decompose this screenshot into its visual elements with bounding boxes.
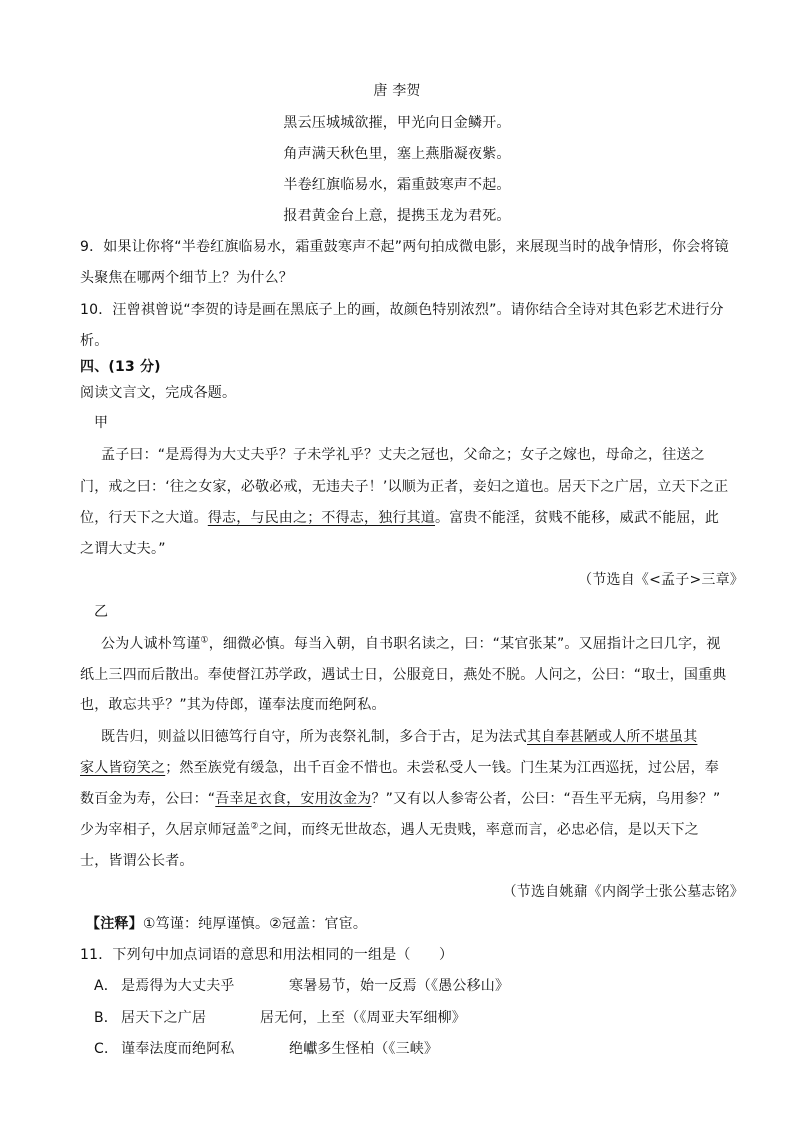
option-b-letter: B． [94, 1010, 119, 1026]
poem-line-4: 报君黄金台上意，提携玉龙为君死。 [283, 208, 511, 224]
passage-yi-line-4 [101, 727, 697, 747]
passage-yi-line-7-post: 之间，而终无世故态，遇人无贵贱，率意而言，必忠必信，是以天下之 [258, 822, 699, 838]
option-a-left: 是焉得为大丈夫乎 [121, 978, 235, 994]
passage-yi-line-4-pre: 既告归，则益以旧德笃行自守，所为丧祭礼制，多合于古，足为法式 [101, 729, 527, 745]
question-9-line-1: 9．如果让你将“半卷红旗临易水，霜重鼓寒声不起”两句拍成微电影，来展现当时的战争情形，你会将镜 [80, 239, 729, 255]
passage-jia-line-3-post: 。富贵不能淫，贫贱不能移，威武不能屈，此 [435, 510, 720, 526]
passage-yi-underlined-sentence-a-cont: 家人皆窃笑之 [80, 760, 166, 776]
section-4-instruction: 阅读文言文，完成各题。 [80, 385, 237, 401]
question-9-line-2: 头聚焦在哪两个细节上？为什么？ [80, 270, 293, 286]
section-4-heading: 四、(13 分) [80, 359, 161, 375]
poem-line-2: 角声满天秋色里，塞上燕脂凝夜紫。 [283, 146, 511, 162]
option-a-letter: A． [94, 978, 118, 994]
passage-yi-line-3: 也，敢忘共乎？”其为侍郎，谨奉法度而绝阿私。 [80, 697, 386, 713]
passage-yi-line-2: 纸上三四而后散出。奉使督江苏学政，遇试士日，公服竟日，燕处不脱。人问之，公曰：“取士，国重典 [80, 667, 727, 683]
footnote-marker-1: ① [200, 635, 209, 646]
passage-yi-underlined-sentence-b: 吾幸足衣食，安用汝金为 [215, 791, 372, 807]
notes [86, 914, 367, 934]
option-c-right: 绝巘多生怪柏（《三峡》 [289, 1041, 439, 1057]
passage-jia-line-2: 门，戒之曰：‘往之女家，必敬必戒，无违夫子！’以顺为正者，妾妇之道也。居天下之广居，立天下之正 [80, 479, 729, 495]
poem-line-1: 黑云压城城欲摧，甲光向日金鳞开。 [283, 115, 511, 131]
option-c-left: 谨奉法度而绝阿私 [121, 1041, 235, 1057]
passage-yi-line-6 [80, 789, 720, 809]
question-10-line-2: 析。 [80, 333, 109, 349]
passage-yi-line-6-post: ？”又有以人参寄公者，公曰：“吾生平无病，乌用参？” [371, 791, 721, 807]
passage-yi-underlined-sentence-a: 其自奉甚陋或人所不堪虽其 [527, 729, 698, 745]
option-c-letter: C． [94, 1041, 119, 1057]
passage-yi-line-7 [80, 820, 699, 840]
poem-author: 唐 李贺 [373, 83, 421, 99]
notes-label: 【注释】 [86, 916, 143, 932]
question-11-stem: 11．下列句中加点词语的意思和用法相同的一组是（ ） [80, 947, 454, 963]
option-a-right: 寒暑易节，始一反焉（《愚公移山》 [289, 978, 510, 994]
passage-yi-line-7-pre: 少为宰相子，久居京师冠盖 [80, 822, 251, 838]
passage-yi-line-1-post: ，细微必慎。每当入朝，自书职名读之，曰：“某官张某”。又屈指计之曰几字，视 [208, 636, 721, 652]
passage-jia-label: 甲 [94, 415, 109, 431]
poem-line-3: 半卷红旗临易水，霜重鼓寒声不起。 [283, 177, 511, 193]
passage-jia-line-4: 之谓大丈夫。” [80, 541, 166, 557]
passage-jia-line-3-pre: 位，行天下之大道。 [80, 510, 208, 526]
passage-yi-source: （节选自姚鼐《内阁学士张公墓志铭》 [502, 884, 744, 900]
passage-yi-line-5-post: ；然至族党有缓急，出千百金不惜也。未尝私受人一钱。门生某为江西巡抚，过公居，奉 [165, 760, 720, 776]
option-b-right: 居无何，上至（《周亚夫军细柳》 [260, 1010, 466, 1026]
passage-yi-line-6-pre: 数百金为寿，公曰：“ [80, 791, 216, 807]
passage-jia-line-1: 孟子曰：“是焉得为大丈夫乎？子未学礼乎？丈夫之冠也，父命之；女子之嫁也，母命之，往送之 [101, 447, 705, 463]
question-10-line-1: 10．汪曾祺曾说“李贺的诗是画在黑底子上的画，故颜色特别浓烈”。请你结合全诗对其色彩艺术进行分 [80, 302, 724, 318]
passage-jia-underlined-sentence: 得志，与民由之；不得志，独行其道 [207, 510, 436, 526]
passage-yi-line-5 [80, 758, 719, 778]
passage-jia-source: （节选自《<孟子>三章》 [578, 572, 744, 588]
passage-yi-line-1-pre: 公为人诚朴笃谨 [101, 636, 201, 652]
passage-yi-line-8: 士，皆谓公长者。 [80, 853, 194, 869]
notes-text: ①笃谨：纯厚谨慎。②冠盖：官宦。 [142, 916, 368, 932]
passage-yi-label: 乙 [94, 604, 109, 620]
passage-yi-line-1 [101, 634, 721, 654]
footnote-marker-2: ② [250, 821, 259, 832]
passage-jia-line-3 [80, 508, 719, 528]
option-b-left: 居天下之广居 [121, 1010, 207, 1026]
